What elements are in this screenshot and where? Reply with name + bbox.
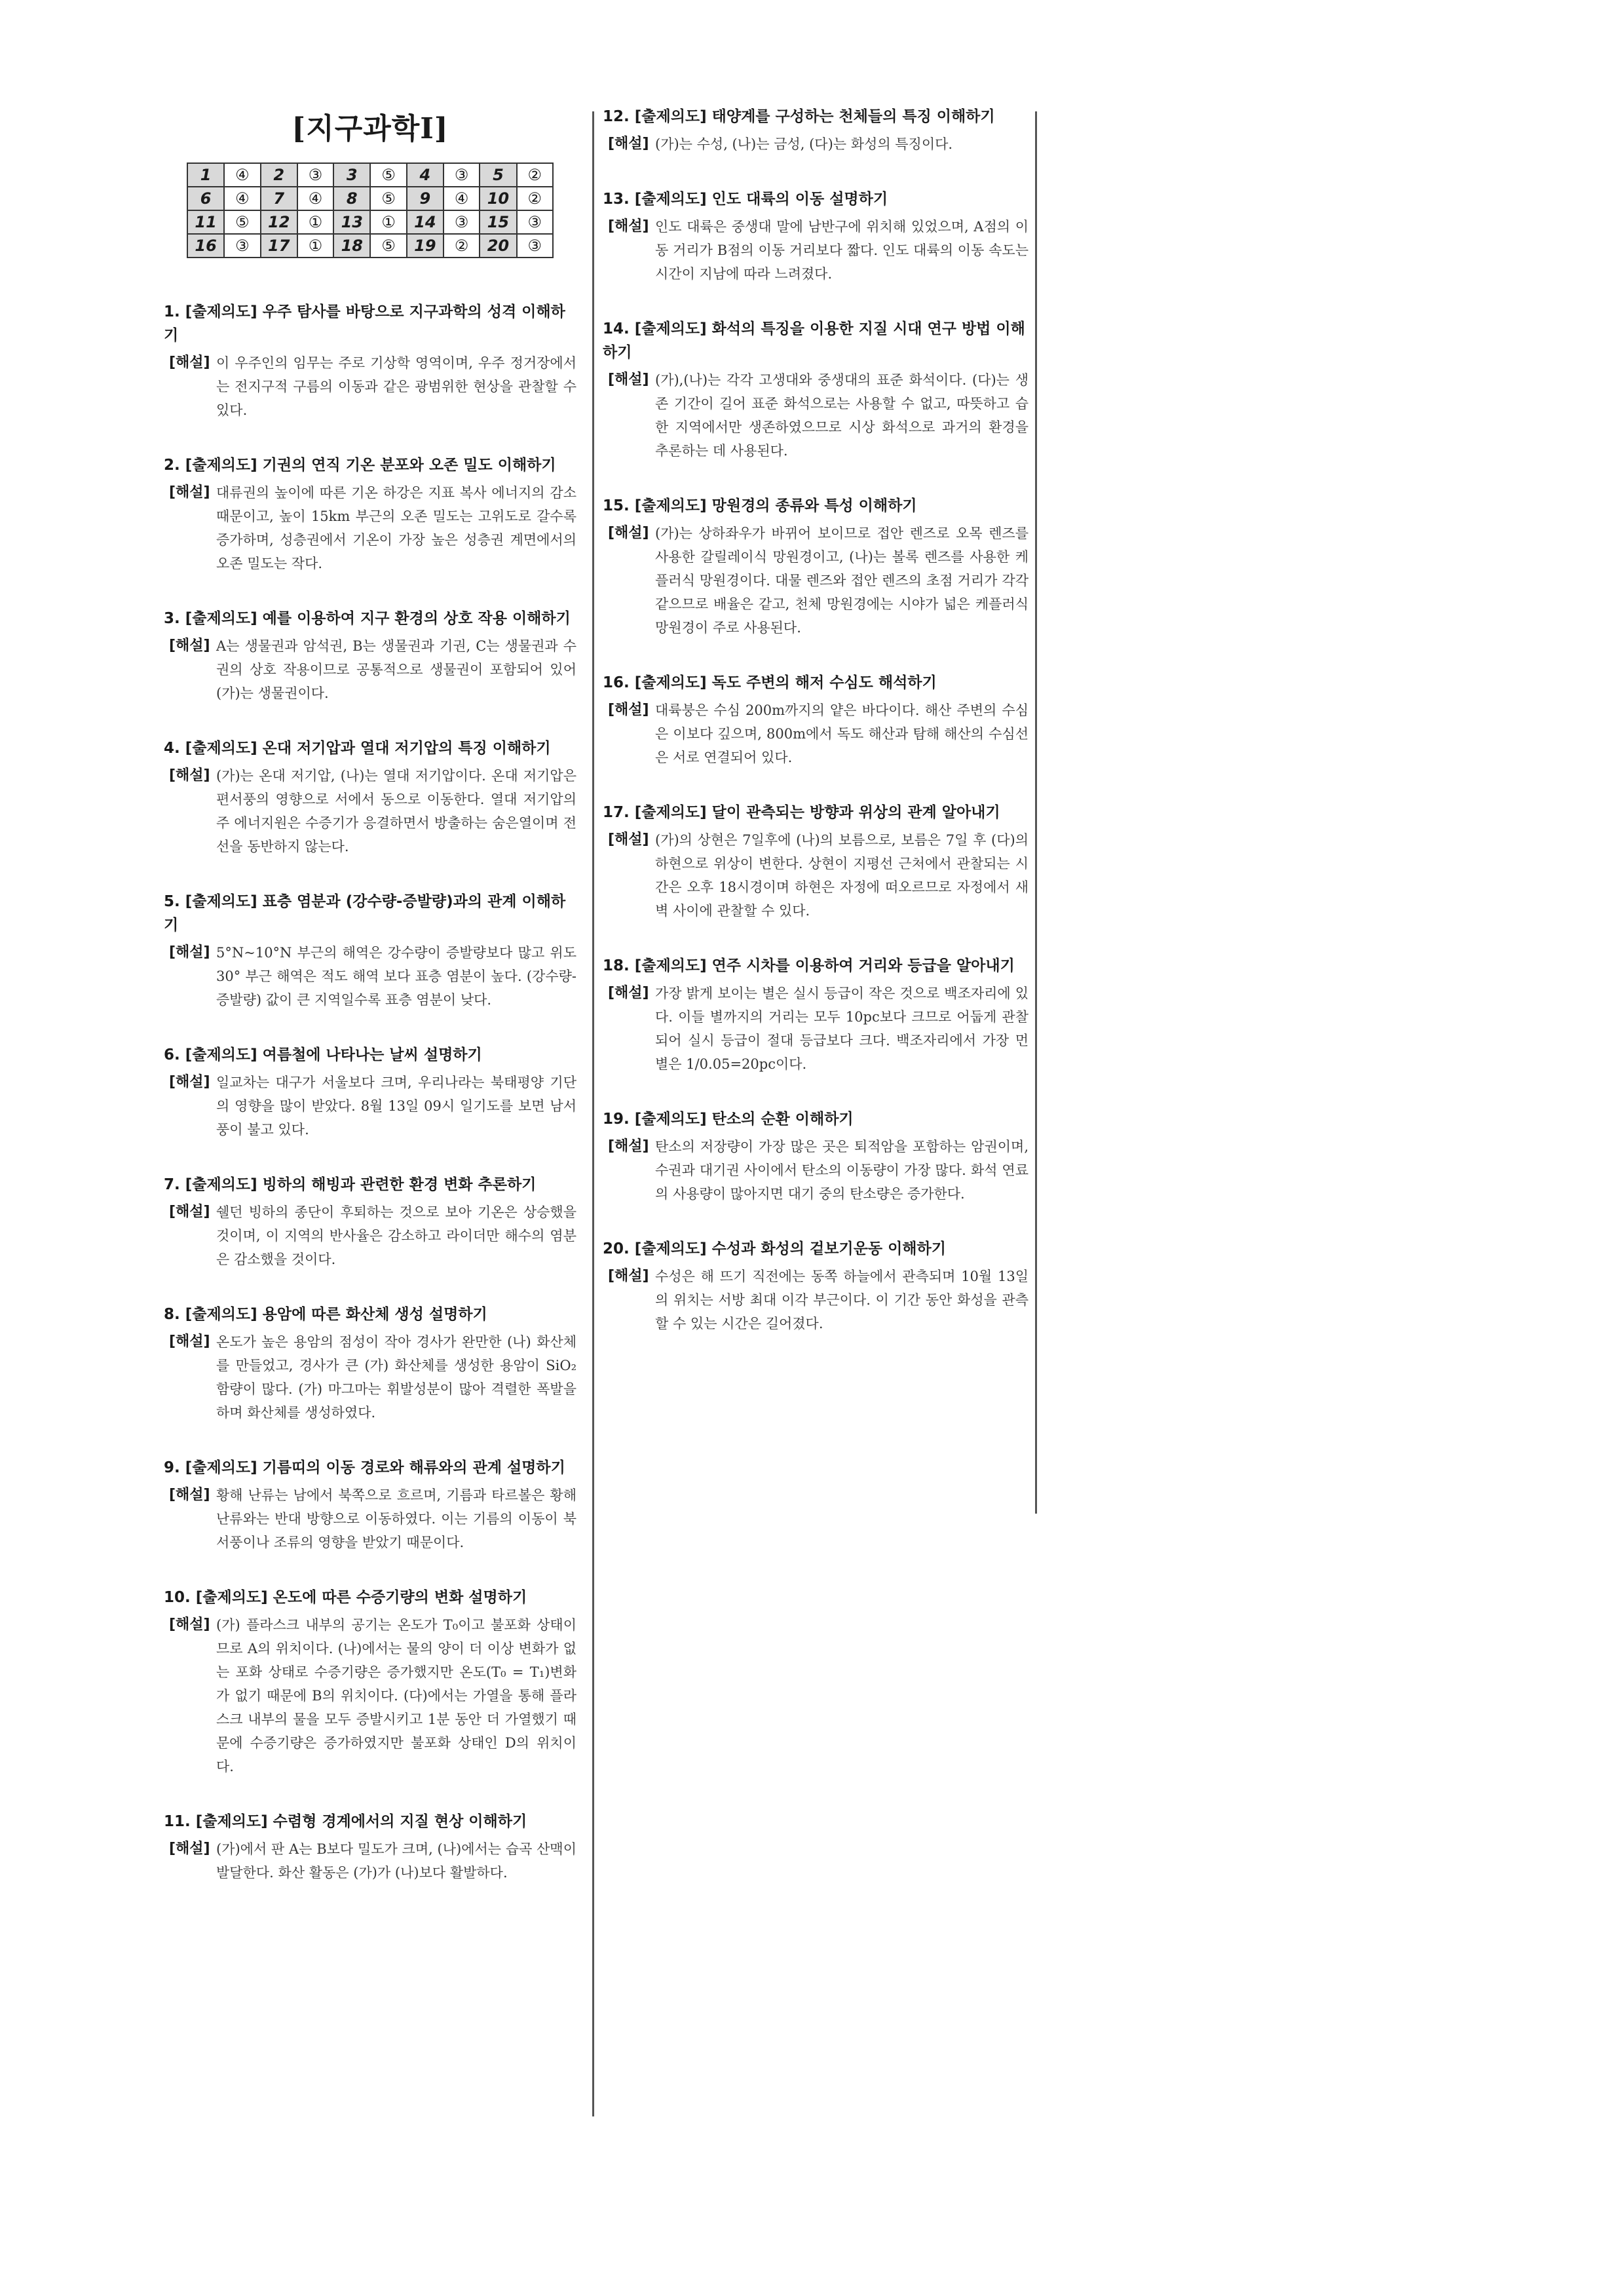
answer-choice: ①: [370, 210, 406, 234]
explanation-item: [164, 1303, 576, 1425]
explanation-tag: [해설]: [608, 525, 649, 541]
item-title: 15. [출제의도] 망원경의 종류와 특성 이해하기: [603, 497, 917, 514]
item-title: 13. [출제의도] 인도 대륙의 이동 설명하기: [603, 191, 888, 208]
answer-row: [187, 234, 553, 258]
explanation-item: [164, 1810, 576, 1885]
answer-choice: ②: [517, 187, 553, 210]
explanation-tag: [해설]: [169, 1333, 210, 1350]
answer-choice: ③: [444, 210, 480, 234]
item-body: [164, 1071, 576, 1141]
explanation-text: A는 생물권과 암석권, B는 생물권과 기권, C는 생물권과 수권의 상호 작용이므로 공통적으로 생물권이 포함되어 있어 (가)는 생물권이다.: [216, 638, 576, 701]
answer-choice: ⑤: [370, 234, 406, 258]
explanation-text: (가)는 수성, (나)는 금성, (다)는 화성의 특징이다.: [655, 136, 953, 152]
explanation-text: (가),(나)는 각각 고생대와 중생대의 표준 화석이다. (다)는 생존 기간이 길어 표준 화석으로는 사용할 수 없고, 따뜻하고 습한 지역에서만 생존하였으므로 시상 화석으로 과거의 환경을 추론하는 데 사용된다.: [655, 372, 1029, 459]
explanation-text: 일교차는 대구가 서울보다 크며, 우리나라는 북태평양 기단의 영향을 많이 받았다. 8월 13일 09시 일기도를 보면 남서풍이 불고 있다.: [216, 1075, 576, 1138]
answer-choice: ⑤: [370, 187, 406, 210]
explanation-tag: [해설]: [608, 1138, 649, 1155]
left-column: [164, 105, 576, 1916]
explanation-text: 가장 밝게 보이는 별은 실시 등급이 작은 것으로 백조자리에 있다. 이들 별까지의 거리는 모두 10pc보다 크므로 어둡게 관찰되어 실시 등급이 절대 등급보다 크다. 백조자리에서 가장 먼 별은 1/0.05=20pc이다.: [655, 985, 1029, 1072]
explanation-text: 온도가 높은 용암의 점성이 작아 경사가 완만한 (나) 화산체를 만들었고, 경사가 큰 (가) 화산체를 생성한 용암이 SiO₂ 함량이 많다. (가) 마그마는 휘발성분이 많아 격렬한 폭발을 하며 화산체를 생성하였다.: [216, 1334, 576, 1421]
explanation-text: (가)는 상하좌우가 바뀌어 보이므로 접안 렌즈로 오목 렌즈를 사용한 갈릴레이식 망원경이고, (나)는 볼록 렌즈를 사용한 케플러식 망원경이다. 대물 렌즈와 접안 렌즈의 초점 거리가 각각 같으므로 배율은 같고, 천체 망원경에는 시야가 넓은 케플러식 망원경이 주로 사용된다.: [655, 526, 1029, 636]
item-title: 8. [출제의도] 용암에 따른 화산체 생성 설명하기: [164, 1306, 487, 1323]
item-title: 18. [출제의도] 연주 시차를 이용하여 거리와 등급을 알아내기: [603, 957, 1015, 974]
explanation-item: [164, 607, 576, 705]
item-title: 9. [출제의도] 기름띠의 이동 경로와 해류와의 관계 설명하기: [164, 1459, 565, 1476]
item-title: 4. [출제의도] 온대 저기압과 열대 저기압의 특징 이해하기: [164, 740, 551, 757]
item-title: 6. [출제의도] 여름철에 나타나는 날씨 설명하기: [164, 1046, 482, 1063]
answer-choice: ①: [297, 234, 333, 258]
answer-choice: ⑤: [224, 210, 260, 234]
item-body: [164, 941, 576, 1012]
explanation-tag: [해설]: [608, 985, 649, 1001]
explanation-text: 인도 대륙은 중생대 말에 남반구에 위치해 있었으며, A점의 이동 거리가 B점의 이동 거리보다 짧다. 인도 대륙의 이동 속도는 시간이 지남에 따라 느려졌다.: [655, 219, 1029, 282]
explanation-item: [164, 1173, 576, 1271]
explanation-tag: [해설]: [608, 218, 649, 235]
explanation-text: 대류권의 높이에 따른 기온 하강은 지표 복사 에너지의 감소 때문이고, 높이 15km 부근의 오존 밀도는 고위도로 갈수록 증가하며, 성층권에서 기온이 가장 높은 성층권 계면에서의 오존 밀도는 작다.: [216, 485, 576, 571]
item-body: [164, 351, 576, 422]
answer-choice: ⑤: [370, 163, 406, 187]
explanation-text: 이 우주인의 임무는 주로 기상학 영역이며, 우주 정거장에서는 전지구적 구름의 이동과 같은 광범위한 현상을 관찰할 수 있다.: [216, 355, 576, 418]
explanation-item: [603, 954, 1029, 1076]
item-title: 16. [출제의도] 독도 주변의 해저 수심도 해석하기: [603, 674, 937, 691]
question-number: 12: [261, 210, 297, 234]
explanation-tag: [해설]: [169, 484, 210, 501]
right-items: [603, 105, 1029, 1335]
explanation-tag: [해설]: [169, 1074, 210, 1090]
item-title: 2. [출제의도] 기권의 연직 기온 분포와 오존 밀도 이해하기: [164, 457, 556, 474]
question-number: 11: [187, 210, 224, 234]
question-number: 15: [480, 210, 516, 234]
explanation-tag: [해설]: [169, 1841, 210, 1857]
item-title: 5. [출제의도] 표층 염분과 (강수량-증발량)과의 관계 이해하기: [164, 893, 566, 934]
answer-row: [187, 163, 553, 187]
explanation-item: [603, 187, 1029, 286]
explanation-text: 대륙붕은 수심 200m까지의 얕은 바다이다. 해산 주변의 수심은 이보다 깊으며, 800m에서 독도 해산과 탐해 해산의 수심선은 서로 연결되어 있다.: [655, 702, 1029, 765]
column-divider: [592, 111, 594, 2116]
explanation-text: (가) 플라스크 내부의 공기는 온도가 T₀이고 불포화 상태이므로 A의 위치이다. (나)에서는 물의 양이 더 이상 변화가 없는 포화 상태로 수증기량은 증가했지만 온도(T₀ = T₁)변화가 없기 때문에 B의 위치이다. (다)에서는 가열을 통해 플라스크 내부의 물을 모두 증발시키고 1분 동안 더 가열했기 때문에 수증기량은 증가하였지만 불포화 상태인 D의 위치이다.: [216, 1617, 576, 1774]
explanation-text: 황해 난류는 남에서 북쪽으로 흐르며, 기름과 타르볼은 황해 난류와는 반대 방향으로 이동하였다. 이는 기름의 이동이 북서풍이나 조류의 영향을 받았기 때문이다.: [216, 1487, 576, 1550]
answer-choice: ①: [297, 210, 333, 234]
item-body: [603, 1135, 1029, 1206]
question-number: 9: [407, 187, 444, 210]
explanation-tag: [해설]: [169, 1617, 210, 1633]
explanation-item: [164, 453, 576, 575]
question-number: 18: [333, 234, 370, 258]
answer-table: [187, 163, 554, 258]
explanation-tag: [해설]: [608, 702, 649, 718]
question-number: 6: [187, 187, 224, 210]
item-title: 14. [출제의도] 화석의 특징을 이용한 지질 시대 연구 방법 이해하기: [603, 320, 1025, 361]
explanation-tag: [해설]: [169, 1487, 210, 1503]
item-body: [164, 1200, 576, 1271]
question-number: 8: [333, 187, 370, 210]
item-title: 1. [출제의도] 우주 탐사를 바탕으로 지구과학의 성격 이해하기: [164, 303, 565, 344]
question-number: 19: [407, 234, 444, 258]
column-divider-right: [1035, 111, 1037, 1514]
explanation-item: [603, 801, 1029, 923]
explanation-item: [164, 737, 576, 858]
item-body: [603, 368, 1029, 463]
answer-choice: ②: [444, 234, 480, 258]
subject-title: [지구과학Ⅰ]: [292, 112, 449, 145]
item-title: 17. [출제의도] 달이 관측되는 방향과 위상의 관계 알아내기: [603, 804, 1000, 821]
item-body: [603, 132, 1029, 156]
item-body: [164, 764, 576, 858]
answer-choice: ④: [224, 163, 260, 187]
explanation-tag: [해설]: [169, 944, 210, 961]
explanation-text: (가)의 상현은 7일후에 (나)의 보름으로, 보름은 7일 후 (다)의 하현으로 위상이 변한다. 상현이 지평선 근처에서 관찰되는 시간은 오후 18시경이며 하현은 자정에 떠오르므로 자정에서 새벽 사이에 관찰할 수 있다.: [655, 832, 1029, 919]
explanation-item: [603, 105, 1029, 156]
explanation-item: [164, 890, 576, 1012]
left-items: [164, 300, 576, 1885]
item-body: [164, 1483, 576, 1554]
explanation-text: 5°N~10°N 부근의 해역은 강수량이 증발량보다 많고 위도 30° 부근 해역은 적도 해역 보다 표층 염분이 높다. (강수량-증발량) 값이 큰 지역일수록 표층 염분이 낮다.: [216, 945, 576, 1008]
question-number: 2: [261, 163, 297, 187]
explanation-item: [603, 671, 1029, 769]
item-title: 7. [출제의도] 빙하의 해빙과 관련한 환경 변화 추론하기: [164, 1176, 537, 1193]
explanation-item: [603, 317, 1029, 463]
question-number: 3: [333, 163, 370, 187]
explanation-tag: [해설]: [169, 354, 210, 371]
explanation-item: [164, 1586, 576, 1778]
answer-choice: ③: [297, 163, 333, 187]
question-number: 1: [187, 163, 224, 187]
question-number: 14: [407, 210, 444, 234]
answer-choice: ④: [444, 187, 480, 210]
explanation-text: 탄소의 저장량이 가장 많은 곳은 퇴적암을 포함하는 암권이며, 수권과 대기권 사이에서 탄소의 이동량이 가장 많다. 화석 연료의 사용량이 많아지면 대기 중의 탄소량은 증가한다.: [655, 1139, 1029, 1202]
question-number: 20: [480, 234, 516, 258]
explanation-tag: [해설]: [608, 136, 649, 152]
item-body: [603, 215, 1029, 286]
answer-choice: ②: [517, 163, 553, 187]
answer-row: [187, 210, 553, 234]
question-number: 16: [187, 234, 224, 258]
explanation-tag: [해설]: [169, 767, 210, 784]
item-title: 11. [출제의도] 수렴형 경계에서의 지질 현상 이해하기: [164, 1813, 527, 1830]
item-body: [603, 982, 1029, 1076]
explanation-item: [164, 1043, 576, 1141]
question-number: 10: [480, 187, 516, 210]
item-title: 19. [출제의도] 탄소의 순환 이해하기: [603, 1111, 854, 1128]
item-body: [164, 1613, 576, 1778]
answer-row: [187, 187, 553, 210]
answer-choice: ④: [224, 187, 260, 210]
explanation-item: [603, 1107, 1029, 1206]
item-title: 12. [출제의도] 태양계를 구성하는 천체들의 특징 이해하기: [603, 108, 995, 125]
explanation-tag: [해설]: [608, 1268, 649, 1284]
explanation-tag: [해설]: [169, 1204, 210, 1220]
item-body: [603, 1265, 1029, 1335]
explanation-item: [164, 1456, 576, 1554]
answer-choice: ③: [444, 163, 480, 187]
item-title: 3. [출제의도] 예를 이용하여 지구 환경의 상호 작용 이해하기: [164, 610, 571, 627]
explanation-text: (가)는 온대 저기압, (나)는 열대 저기압이다. 온대 저기압은 편서풍의 영향으로 서에서 동으로 이동한다. 열대 저기압의 주 에너지원은 수증기가 응결하면서 방출하는 숨은열이며 전선을 동반하지 않는다.: [216, 768, 576, 854]
item-body: [603, 698, 1029, 769]
item-body: [603, 522, 1029, 640]
item-body: [603, 828, 1029, 923]
explanation-text: 수성은 해 뜨기 직전에는 동쪽 하늘에서 관측되며 10월 13일의 위치는 서방 최대 이각 부근이다. 이 기간 동안 화성을 관측할 수 있는 시간은 길어졌다.: [655, 1269, 1029, 1331]
item-title: 10. [출제의도] 온도에 따른 수증기량의 변화 설명하기: [164, 1589, 527, 1606]
explanation-item: [603, 494, 1029, 640]
explanation-item: [603, 1237, 1029, 1335]
answer-choice: ③: [517, 210, 553, 234]
question-number: 13: [333, 210, 370, 234]
question-number: 7: [261, 187, 297, 210]
question-number: 17: [261, 234, 297, 258]
question-number: 4: [407, 163, 444, 187]
explanation-item: [164, 300, 576, 422]
explanation-tag: [해설]: [608, 832, 649, 848]
explanation-tag: [해설]: [169, 638, 210, 654]
item-body: [164, 481, 576, 575]
item-body: [164, 1330, 576, 1425]
item-body: [164, 1837, 576, 1885]
right-column: [603, 105, 1029, 1367]
explanation-text: (가)에서 판 A는 B보다 밀도가 크며, (나)에서는 습곡 산맥이 발달한다. 화산 활동은 (가)가 (나)보다 활발하다.: [216, 1841, 576, 1881]
answer-choice: ③: [224, 234, 260, 258]
question-number: 5: [480, 163, 516, 187]
answer-choice: ④: [297, 187, 333, 210]
explanation-text: 쉘던 빙하의 종단이 후퇴하는 것으로 보아 기온은 상승했을 것이며, 이 지역의 반사율은 감소하고 라이더만 해수의 염분은 감소했을 것이다.: [216, 1204, 576, 1267]
explanation-tag: [해설]: [608, 372, 649, 388]
item-title: 20. [출제의도] 수성과 화성의 겉보기운동 이해하기: [603, 1240, 946, 1257]
answer-choice: ③: [517, 234, 553, 258]
item-body: [164, 634, 576, 705]
